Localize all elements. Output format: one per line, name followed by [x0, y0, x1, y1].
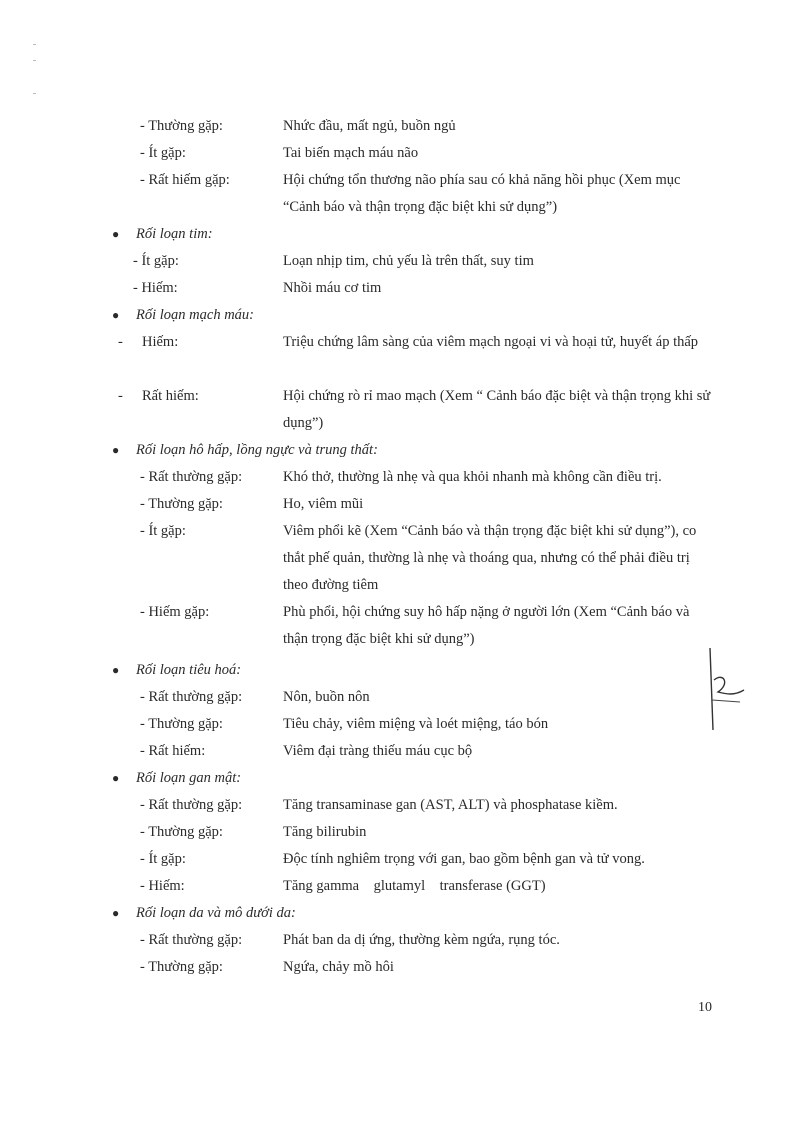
- effect-description: Hội chứng tổn thương não phía sau có khả năng hồi phục (Xem mục “Cảnh báo và thận trọng đặc biệt khi sử dụng”): [283, 172, 681, 215]
- list-item: [0, 329, 800, 383]
- bullet-icon: ●: [112, 906, 120, 920]
- list-item: [0, 927, 800, 954]
- list-item: [0, 792, 800, 819]
- list-item: [0, 599, 800, 653]
- frequency-label: - Thường gặp:: [140, 716, 223, 732]
- effect-description: Nhồi máu cơ tim: [283, 280, 382, 296]
- frequency-label: - Ít gặp:: [133, 253, 179, 269]
- frequency-label: - Hiếm gặp:: [140, 604, 210, 620]
- adverse-effects-list: [0, 113, 800, 981]
- effect-description: Triệu chứng lâm sàng của viêm mạch ngoại vi và hoại tử, huyết áp thấp: [283, 334, 699, 350]
- section-heading: [0, 900, 800, 927]
- list-item: [0, 113, 800, 140]
- frequency-label: - Rất thường gặp:: [140, 469, 243, 485]
- effect-description: Nhức đầu, mất ngủ, buồn ngủ: [283, 118, 456, 134]
- effect-description: Tăng gamma glutamyl transferase (GGT): [283, 878, 546, 894]
- list-item: [0, 491, 800, 518]
- effect-description: Viêm đại tràng thiếu máu cục bộ: [283, 743, 473, 759]
- section-title: Rối loạn da và mô dưới da:: [136, 905, 296, 921]
- effect-description: Phát ban da dị ứng, thường kèm ngứa, rụng tóc.: [283, 932, 560, 948]
- effect-description: Loạn nhịp tim, chủ yếu là trên thất, suy tim: [283, 253, 534, 269]
- frequency-label: - Rất hiếm gặp:: [140, 172, 230, 188]
- scan-speck: [33, 60, 36, 61]
- list-item: [0, 248, 800, 275]
- list-item: [0, 873, 800, 900]
- list-item: [0, 383, 800, 437]
- effect-description: Tiêu chảy, viêm miệng và loét miệng, táo bón: [283, 716, 549, 732]
- frequency-label: - Thường gặp:: [140, 959, 223, 975]
- frequency-label: - Rất thường gặp:: [140, 797, 243, 813]
- frequency-label: - Rất thường gặp:: [140, 932, 243, 948]
- effect-description: Hội chứng rò rỉ mao mạch (Xem “ Cảnh báo đặc biệt và thận trọng khi sử dụng”): [283, 388, 711, 431]
- bullet-icon: ●: [112, 308, 120, 322]
- bullet-icon: ●: [112, 771, 120, 785]
- signature-mark: [700, 640, 760, 740]
- list-item: [0, 684, 800, 711]
- frequency-label: - Hiếm:: [133, 280, 178, 296]
- list-item: [0, 275, 800, 302]
- effect-description: Phù phổi, hội chứng suy hô hấp nặng ở người lớn (Xem “Cảnh báo và thận trọng đặc biệt khi sử dụng”): [283, 604, 690, 647]
- list-item: [0, 518, 800, 599]
- bullet-icon: ●: [112, 663, 120, 677]
- list-item: [0, 738, 800, 765]
- frequency-label: - Ít gặp:: [140, 145, 186, 161]
- effect-description: Nôn, buồn nôn: [283, 689, 370, 705]
- effect-description: Tăng bilirubin: [283, 824, 367, 840]
- frequency-label: - Thường gặp:: [140, 824, 223, 840]
- effect-description: Tai biến mạch máu não: [283, 145, 419, 161]
- bullet-icon: ●: [112, 443, 120, 457]
- section-heading: [0, 302, 800, 329]
- section-heading: [0, 657, 800, 684]
- section-title: Rối loạn gan mật:: [136, 770, 242, 786]
- scan-speck: [33, 93, 36, 94]
- list-item: [0, 140, 800, 167]
- list-item: [0, 464, 800, 491]
- frequency-label: - Ít gặp:: [140, 523, 186, 539]
- frequency-label: - Ít gặp:: [140, 851, 186, 867]
- frequency-label: - Rất hiếm:: [140, 743, 206, 759]
- list-item: [0, 711, 800, 738]
- effect-description: Tăng transaminase gan (AST, ALT) và phosphatase kiềm.: [283, 797, 618, 813]
- effect-description: Ngứa, chảy mồ hôi: [283, 959, 394, 975]
- section-title: Rối loạn hô hấp, lồng ngực và trung thất:: [136, 442, 378, 458]
- frequency-label: - Thường gặp:: [140, 118, 223, 134]
- list-item: [0, 167, 800, 221]
- section-title: Rối loạn mạch máu:: [136, 307, 254, 323]
- list-item: [0, 954, 800, 981]
- section-heading: [0, 765, 800, 792]
- section-title: Rối loạn tiêu hoá:: [136, 662, 242, 678]
- frequency-label: - Rất hiếm:: [118, 388, 199, 404]
- frequency-label: - Hiếm:: [118, 334, 179, 350]
- frequency-label: - Thường gặp:: [140, 496, 223, 512]
- effect-description: Viêm phổi kẽ (Xem “Cảnh báo và thận trọng đặc biệt khi sử dụng”), co thắt phế quản, thường là nhẹ và thoáng qua, nhưng có thể phải điều trị theo đường tiêm: [283, 523, 697, 593]
- list-item: [0, 819, 800, 846]
- effect-description: Độc tính nghiêm trọng với gan, bao gồm bệnh gan và tử vong.: [283, 851, 645, 867]
- list-item: [0, 846, 800, 873]
- section-title: Rối loạn tim:: [136, 226, 213, 242]
- frequency-label: - Rất thường gặp:: [140, 689, 243, 705]
- page-number: 10: [698, 1000, 712, 1015]
- section-heading: [0, 221, 800, 248]
- section-heading: [0, 437, 800, 464]
- effect-description: Khó thở, thường là nhẹ và qua khỏi nhanh mà không cần điều trị.: [283, 469, 662, 485]
- scan-speck: [33, 44, 36, 45]
- effect-description: Ho, viêm mũi: [283, 496, 364, 512]
- bullet-icon: ●: [112, 227, 120, 241]
- frequency-label: - Hiếm:: [140, 878, 185, 894]
